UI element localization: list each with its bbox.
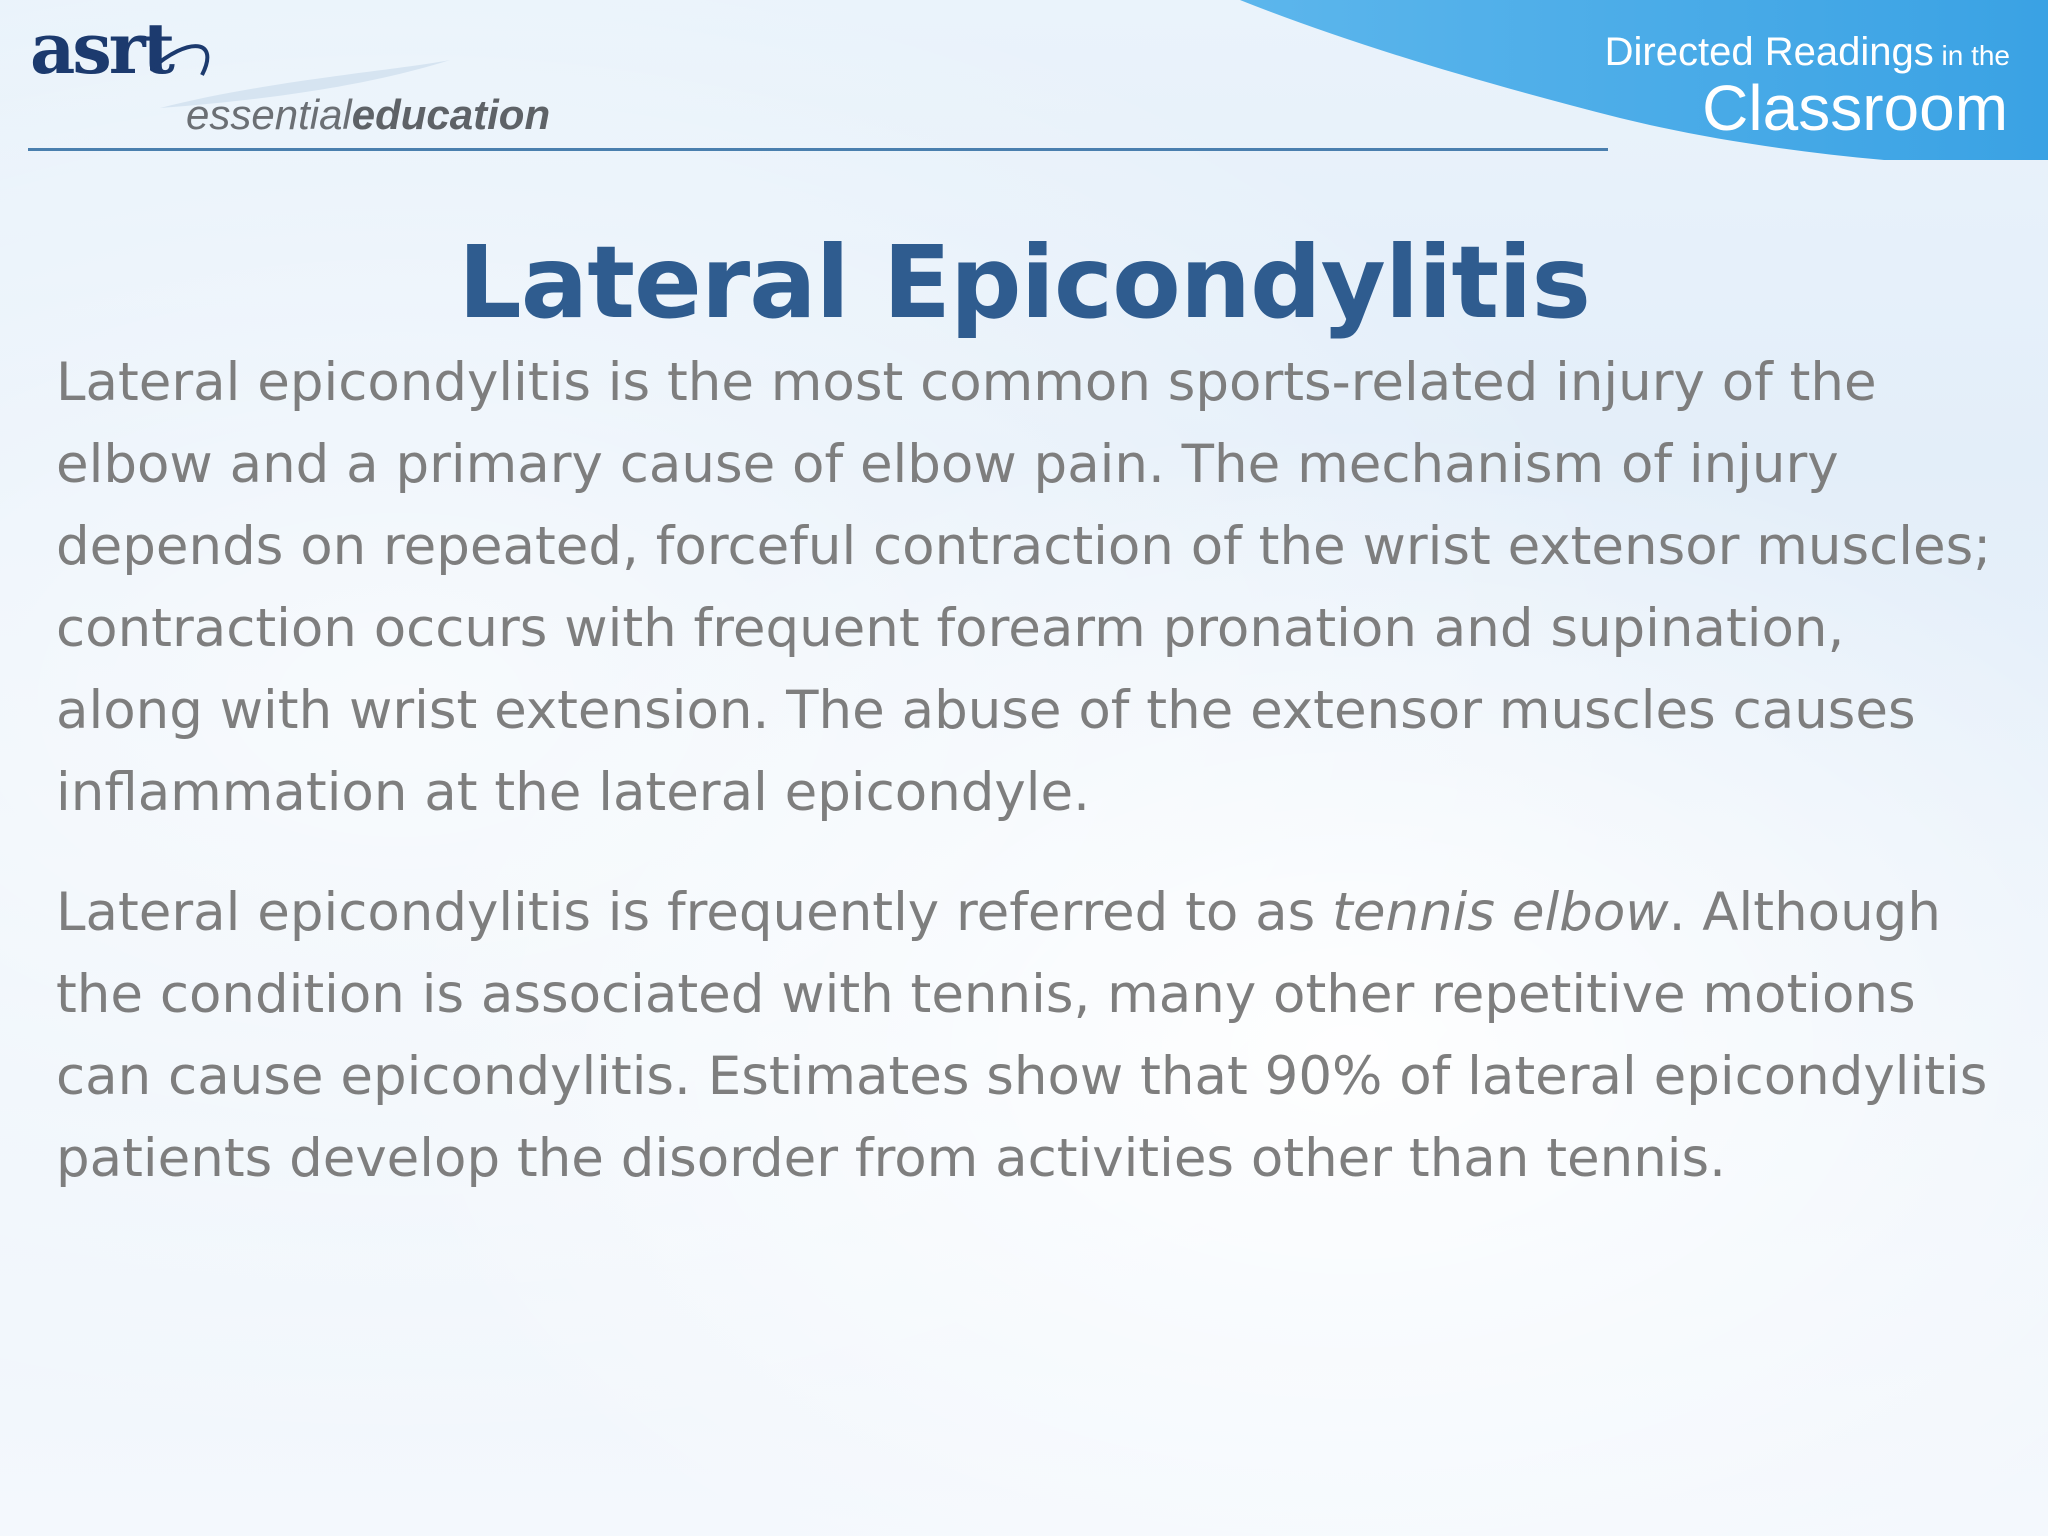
paragraph-1: Lateral epicondylitis is the most common sports-related injury of the elbow and a primary cause of elbow pain. The mechanism of injury depends on repeated, forceful contraction of the wrist extensor muscles; contraction occurs with frequent forearm pronation and supination, along with wrist extension. The abuse of the extensor muscles causes inflammation at the lateral epicondyle. — [56, 352, 1992, 823]
brand-in-the-text: in the — [1933, 40, 2010, 71]
logo-tagline — [186, 91, 551, 138]
paragraph-2-part2: . Although the condition is associated with tennis, many other repetitive motions can cause epicondylitis. Estimates show that 90% of lateral epicondylitis patients develop the disorder from activities other than tennis. — [56, 882, 1988, 1189]
header-divider — [28, 148, 1608, 151]
slide-title: Lateral Epicondylitis — [458, 224, 1590, 341]
paragraph-2 — [56, 872, 1996, 1200]
brand-directed-readings-text: Directed Readings — [1604, 30, 1934, 74]
asrt-logo: asrt — [30, 7, 172, 90]
paragraph-2-italic: tennis elbow — [1332, 882, 1669, 943]
tagline-education: education — [351, 91, 551, 138]
brand-directed-readings — [1605, 32, 2010, 72]
brand-classroom: Classroom — [1702, 72, 2008, 144]
slide-body — [56, 342, 1996, 1238]
tagline-essential: essential — [186, 91, 352, 138]
paragraph-2-part1: Lateral epicondylitis is frequently referred to as — [56, 882, 1333, 943]
